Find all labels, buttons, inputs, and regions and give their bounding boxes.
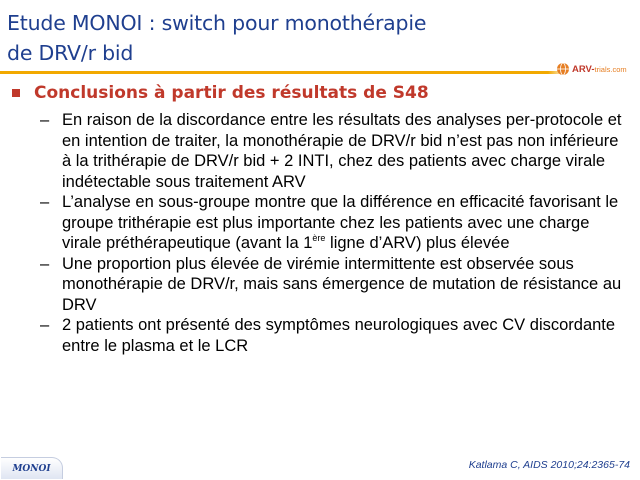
title-line-1: Etude MONOI : switch pour monothérapie [7, 11, 427, 35]
dash-bullet-icon: – [40, 316, 50, 334]
sub-bullet-item [40, 315, 625, 356]
title-line-2: de DRV/r bid [7, 41, 134, 65]
study-badge-label: MONOI [12, 463, 51, 474]
dash-bullet-icon: – [40, 254, 50, 273]
arv-trials-logo [556, 61, 636, 77]
sub-bullet-list [40, 110, 625, 356]
dash-bullet-icon: – [40, 193, 50, 211]
sub-bullet-text: Une proportion plus élevée de virémie intermittente est observée sous monothérapie de DRV/r, mais sans émergence de mutation de résistance au DRV [62, 254, 622, 314]
sub-bullet-text: En raison de la discordance entre les résultats des analyses per-protocole et en intention de traiter, la monothérapie de DRV/r bid n’est pas non inférieure à la trithérapie de DRV/r bid + 2 INTI, chez des patients avec charge virale indétectable sous traitement ARV [62, 111, 622, 191]
superscript: ère [312, 233, 326, 243]
square-bullet-icon [12, 89, 20, 97]
title-divider [0, 71, 548, 74]
sub-bullet-item [40, 254, 625, 316]
sub-bullet-item [40, 192, 625, 254]
logo-text: ARV-trials.com [572, 63, 627, 75]
sub-bullet-item [40, 110, 625, 192]
source-citation: Katlama C, AIDS 2010;24:2365-74 [468, 459, 630, 471]
globe-icon [556, 62, 570, 76]
main-bullet-text: Conclusions à partir des résultats de S48 [34, 83, 429, 103]
slide-title [7, 8, 567, 68]
sub-bullet-text: 2 patients ont présenté des symptômes neurologiques avec CV discordante entre le plasma et le LCR [62, 316, 616, 355]
study-badge [1, 457, 63, 479]
main-bullet [12, 81, 632, 105]
sub-bullet-text: L’analyse en sous-groupe montre que la différence en efficacité favorisant le groupe trithérapie est plus importante chez les patients avec une charge virale préthérapeutique (avant la 1ère ligne d’ARV) plus élevée [62, 193, 619, 252]
dash-bullet-icon: – [40, 111, 50, 129]
